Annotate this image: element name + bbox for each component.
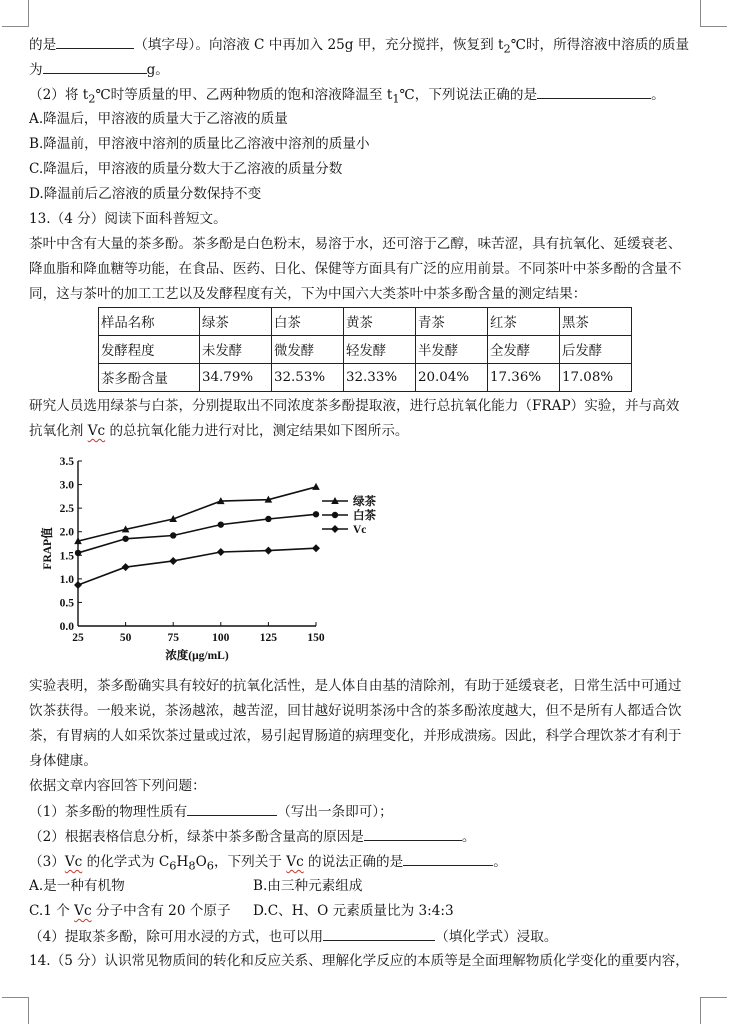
legend-marker: [332, 512, 338, 518]
table-cell: 20.04%: [416, 364, 488, 392]
y-tick-label: 2.0: [59, 526, 74, 539]
options-row-ab: [29, 876, 699, 896]
legend-marker: [331, 525, 339, 533]
data-point: [170, 532, 176, 538]
data-point: [74, 581, 82, 589]
table-cell: 全发酵: [488, 336, 560, 364]
answer-blank[interactable]: [187, 801, 277, 816]
data-point: [122, 536, 128, 542]
table-cell: 32.33%: [344, 364, 416, 392]
text-run: （2）将 t: [29, 87, 89, 103]
corner-mark-bottom-left: [2, 997, 29, 1024]
option-c: C.降温后，甲溶液的质量分数大于乙溶液的质量分数: [29, 161, 343, 177]
subscript: 2: [88, 91, 96, 106]
data-point: [265, 516, 271, 522]
x-axis-label: 浓度(μg/mL): [165, 650, 229, 662]
text-run: 。: [493, 854, 507, 870]
sub-question-3: [29, 851, 699, 876]
answer-blank[interactable]: [43, 59, 147, 74]
text-run: （4）提取茶多酚，除可用水浸的方式，也可以用: [29, 929, 324, 945]
table-cell: 微发酵: [272, 336, 344, 364]
text-run: C.1 个: [29, 903, 75, 919]
option-c: [29, 901, 253, 921]
data-point: [312, 483, 320, 490]
table-cell: 后发酵: [560, 336, 632, 364]
table-cell: 红茶: [488, 308, 560, 336]
paragraph-line: [29, 421, 699, 441]
paragraph-line: 降血脂和降血糖等功能，在食品、医药、日化、保健等方面具有广泛的应用前景。不同茶叶中茶多酚的含量不: [29, 261, 682, 277]
legend-label: 白茶: [353, 510, 376, 522]
corner-mark-bottom-right: [700, 997, 727, 1024]
y-tick-label: 1.5: [59, 550, 74, 563]
y-tick-label: 0.0: [59, 621, 74, 633]
table-cell: 黄茶: [344, 308, 416, 336]
answer-blank[interactable]: [537, 84, 651, 99]
options-row-cd: [29, 901, 699, 921]
sub-question-1: [29, 801, 699, 822]
q12-line-2: [29, 59, 699, 80]
table-cell: 发酵程度: [99, 336, 200, 364]
data-point: [264, 547, 272, 555]
table-row: [99, 336, 632, 364]
table-cell: 17.08%: [560, 364, 632, 392]
text-run: 的化学式为 C: [82, 854, 170, 870]
text-run: （2）根据表格信息分析，绿茶中茶多酚含量高的原因是: [29, 829, 364, 845]
data-point: [218, 521, 224, 527]
corner-mark-top-left: [2, 0, 29, 27]
table-cell: 样品名称: [99, 308, 200, 336]
subscript: 8: [188, 858, 196, 873]
option-b: B.降温前，甲溶液中溶剂的质量比乙溶液中溶剂的质量小: [29, 136, 370, 152]
text-run: 的总抗氧化能力进行对比，测定结果如下图所示。: [105, 423, 409, 439]
frap-line-chart: [30, 448, 390, 663]
tea-polyphenol-table: [98, 307, 632, 392]
paragraph-line: 身体健康。: [29, 753, 97, 769]
question-prompt: 依据文章内容回答下列问题：: [29, 778, 206, 794]
table-cell: 32.53%: [272, 364, 344, 392]
table-cell: 未发酵: [200, 336, 272, 364]
q12-part-2: [29, 84, 699, 109]
sub-question-4: [29, 926, 699, 947]
table-cell: 黑茶: [560, 308, 632, 336]
answer-blank[interactable]: [364, 826, 462, 841]
option-b: B.由三种元素组成: [253, 878, 363, 894]
x-tick-label: 75: [167, 632, 179, 644]
text-run: 。: [461, 829, 476, 845]
y-tick-label: 3.5: [59, 456, 74, 468]
q13-heading: 13.（4 分）阅读下面科普短文。: [29, 211, 227, 227]
option-a: A.降温后，甲溶液的质量大于乙溶液的质量: [29, 111, 288, 127]
paragraph-line: 茶，有胃病的人如采饮茶过量或过浓，易引起胃肠道的病理变化，并形成溃疡。因此，科学合理饮茶才有利于: [29, 728, 682, 744]
table-cell: 半发酵: [416, 336, 488, 364]
text-run: （3）: [29, 854, 65, 870]
subscript: 2: [503, 41, 511, 56]
series-line: [78, 514, 316, 553]
option-d: D.C、H、O 元素质量比为 3:4:3: [253, 903, 454, 919]
text-run: （填字母）。向溶液 C 中再加入 25g 甲，充分搅拌，恢复到 t: [134, 37, 504, 53]
text-run: （写出一条即可）；: [277, 804, 393, 820]
text-run: （填化学式）浸取。: [435, 929, 558, 945]
table-row: [99, 308, 632, 336]
subscript: 6: [206, 858, 214, 873]
data-point: [169, 557, 177, 565]
answer-blank[interactable]: [403, 851, 493, 866]
text-run: ℃时，所得溶液中溶质的质量: [510, 37, 690, 53]
table-row: [99, 364, 632, 392]
text-run: （1）茶多酚的物理性质有: [29, 804, 188, 820]
data-point: [313, 511, 319, 517]
q14-heading: 14.（5 分）认识常见物质间的转化和反应关系、理解化学反应的本质等是全面理解物质化学变化的重要内容，: [29, 953, 689, 969]
text-run: H: [176, 854, 189, 870]
paragraph-line: 实验表明，茶多酚确实具有较好的抗氧化活性，是人体自由基的清除剂，有助于延缓衰老，日常生活中可通过: [29, 678, 682, 694]
text-run: 为: [29, 62, 43, 78]
table-cell: 轻发酵: [344, 336, 416, 364]
text-run: 抗氧化剂: [29, 423, 88, 439]
text-run: Vc: [87, 423, 106, 439]
y-tick-label: 0.5: [59, 597, 74, 610]
data-point: [122, 563, 130, 571]
x-tick-label: 150: [307, 632, 325, 644]
legend-label: Vc: [353, 524, 367, 536]
paragraph-line: 研究人员选用绿茶与白茶，分别提取出不同浓度茶多酚提取液，进行总抗氧化能力（FRAP）实验，并与高效: [29, 398, 680, 414]
x-tick-label: 100: [212, 632, 230, 644]
sub-question-2: [29, 826, 699, 847]
text-run: Vc: [74, 903, 92, 919]
text-run: 分子中含有 20 个原子: [91, 903, 231, 919]
table-cell: 白茶: [272, 308, 344, 336]
series-line: [78, 548, 316, 585]
legend-label: 绿茶: [353, 496, 376, 508]
answer-blank[interactable]: [323, 926, 435, 941]
option-a: A.是一种有机物: [29, 878, 125, 894]
text-run: 的说法正确的是: [303, 854, 404, 870]
option-d: D.降温前后乙溶液的质量分数保持不变: [29, 186, 262, 202]
answer-blank[interactable]: [56, 34, 134, 49]
text-run: ℃，下列说法正确的是: [399, 87, 538, 103]
text-run: ℃时等质量的甲、乙两种物质的饱和溶液降温至 t: [95, 87, 393, 103]
table-cell: 茶多酚含量: [99, 364, 200, 392]
x-tick-label: 25: [72, 632, 84, 644]
x-tick-label: 50: [119, 632, 132, 644]
paragraph-line: 同，这与茶叶的加工工艺以及发酵程度有关，下为中国六大类茶叶中茶多酚含量的测定结果：: [29, 286, 587, 302]
y-axis-label: FRAP值: [42, 527, 54, 570]
text-run: O: [195, 854, 207, 870]
subscript: 6: [169, 858, 177, 873]
y-tick-label: 2.5: [59, 503, 74, 516]
y-tick-label: 3.0: [59, 479, 74, 492]
y-tick-label: 1.0: [59, 573, 74, 586]
subscript: 1: [392, 91, 400, 106]
data-point: [217, 548, 225, 556]
text-run: Vc: [286, 854, 304, 870]
text-run: ，下列关于: [213, 854, 287, 870]
table-cell: 青茶: [416, 308, 488, 336]
paragraph-line: 茶叶中含有大量的茶多酚。茶多酚是白色粉末，易溶于水，还可溶于乙醇，味苦涩，具有抗氧化、延缓衰老、: [29, 236, 682, 252]
x-tick-label: 125: [259, 632, 278, 644]
data-point: [312, 544, 320, 552]
text-run: Vc: [64, 854, 83, 870]
series-line: [78, 487, 316, 541]
corner-mark-top-right: [700, 0, 727, 27]
table-cell: 34.79%: [200, 364, 272, 392]
paragraph-line: 饮茶获得。一般来说，茶汤越浓，越苦涩，回甘越好说明茶汤中含的茶多酚浓度越大，但不是所有人都适合饮: [29, 703, 682, 719]
table-cell: 绿茶: [200, 308, 272, 336]
text-run: 。: [651, 87, 665, 103]
data-point: [75, 550, 81, 556]
text-run: 的是: [29, 37, 57, 53]
table-cell: 17.36%: [488, 364, 560, 392]
q12-line-1: [29, 34, 699, 59]
text-run: g。: [146, 62, 169, 78]
